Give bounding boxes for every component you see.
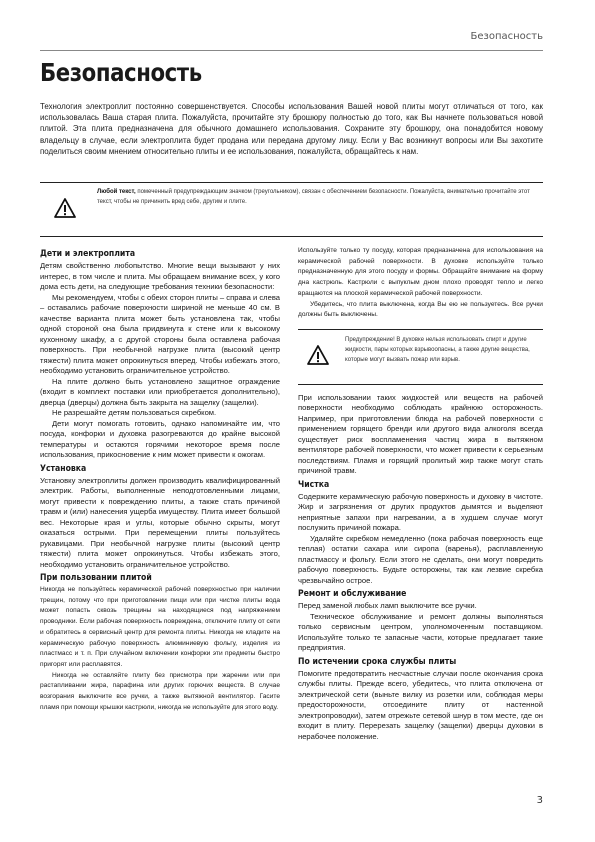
paragraph: Содержите керамическую рабочую поверхность и духовку в чистоте. Жир и загрязнения от других продуктов дымятся и выделяют неприятные запахи при нагревании, а в худшем случае могут послужить причиной пожара.	[298, 491, 543, 533]
section-heading-usage: При пользовании плитой	[40, 573, 152, 583]
warning-triangle-icon	[54, 198, 76, 218]
right-column	[298, 246, 543, 742]
paragraph: Детям свойственно любопытство. Многие вещи вызывают у них интерес, в том числе и плита. Мы обращаем внимание всех, у кого дома есть дети, на следующие требования техники безопасности:	[40, 261, 280, 291]
paragraph: На плите должно быть установлено защитное ограждение (входит в комплект поставки или приобретается дополнительно), дверца (дверцы) должна быть закрыта на защелку (защелки).	[40, 376, 280, 407]
paragraph: Никогда не оставляйте плиту без присмотра при жарении или при растапливании жира, парафина или других горючих веществ. В случае возгорания выключите все ручки, а также вытяжной вентилятор. Гасите пламя при помощи крышки кастрюли, никогда не используйте для этого воду.	[40, 671, 280, 711]
explosion-warning-text: Предупреждение! В духовке нельзя использовать спирт и другие жидкости, пары которых взрывоопасны, а также другие вещества, которые могут вызвать пожар или взрыв.	[345, 336, 530, 363]
intro-paragraph: Технология электроплит постоянно совершенствуется. Способы использования Вашей новой плиты могут отличаться от того, как использовалась Ваша старая плита. Пожалуйста, прочитайте эту брошюру полностью до того, как Вы начнете пользоваться новой плитой. Эта плита предназначена для обычного домашнего использования. Сохраните эту брошюру, она понадобится новому владельцу в случае, если электроплита будет продана или передана другому лицу. Если у Вас возникнут вопросы или Вы захотите поделиться своим мнением относительно плиты и ее использования, пожалуйста, обращайтесь к нам.	[40, 102, 543, 156]
section-heading-installation: Установка	[40, 463, 87, 474]
safety-warning-text: Любой текст, помеченный предупреждающим значком (треугольником), связан с обеспечением безопасности. Пожалуйста, внимательно прочитайте этот текст, чтобы не причинить вред себе, другим и плите.	[97, 189, 530, 205]
section-heading-repair: Ремонт и обслуживание	[298, 589, 407, 600]
paragraph: Дети могут помогать готовить, однако напоминайте им, что посуда, конфорки и духовка разогреваются до крайне высокой температуры и остаются горячими некоторое время после использования, прикосновение к ним может привести к ожогам.	[40, 418, 280, 459]
section-heading-end-of-life: По истечении срока службы плиты	[298, 656, 457, 667]
section-heading-cleaning: Чистка	[298, 479, 330, 490]
paragraph: Перед заменой любых ламп выключите все ручки.	[298, 601, 477, 611]
paragraph: Установку электроплиты должен производить квалифицированный электрик. Работы, выполненные неподготовленными лицами, могут привести к повреждению плиты, а также стать причиной травм и (или) нанесения ущерба имуществу. Плита имеет большой вес. Некоторые края и углы, которые обычно скрыты, могут оказаться острыми. При перемещении плиты пользуйтесь рукавицами. При необычной нагрузке плиты (высокий центр тяжести) плита может опрокинуться. Чтобы избежать этого, необходимо установить ограничительное устройство.	[40, 475, 280, 569]
paragraph: Никогда не пользуйтесь керамической рабочей поверхностью при наличии трещин, потому что при приготовлении пищи или при чистке плиты вода может попасть сквозь трещины на находящиеся под напряжением проводники. Если рабочая поверхность повреждена, отключите плиту от сети и обратитесь в сервисный центр для ремонта плиты. Никогда не кладите на керамическую рабочую поверхность алюминиевую фольгу, изделия из пластмасс и т. п. При случайном включении конфорки эти предметы быстро пригорят или расплавятся.	[40, 586, 280, 668]
paragraph: При использовании таких жидкостей или веществ на рабочей поверхности необходимо соблюдать крайнюю осторожность. Например, при приготовлении блюда на рабочей поверхности с применением горящего бренди или другого вида алкоголя всегда существует риск воспламенения частиц жира в вытяжном вентиляторе рабочей поверхности, что может привести к серьезным последствиям. Пламя и горящий пролитый жир также могут стать причиной травм.	[298, 392, 543, 476]
left-column	[40, 246, 280, 713]
running-header: Безопасность	[470, 31, 543, 42]
warning-triangle-icon	[307, 345, 329, 365]
paragraph: Удаляйте скребком немедленно (пока рабочая поверхность еще теплая) остатки сахара или сиропа (варенья), расплавленную пластмассу и фольгу. Если этого не сделать, они могут повредить рабочую поверхность. Будьте осторожны, так как лезвие скребка чрезвычайно острое.	[298, 533, 543, 585]
paragraph: Техническое обслуживание и ремонт должны выполняться только сервисным центром, уполномоченным поставщиком. Используйте только те запасные части, которые предлагает такие предприятия.	[298, 611, 543, 653]
paragraph: Используйте только ту посуду, которая предназначена для использования на керамической рабочей поверхности. В духовке используйте только предназначенную для этого посуду и формы. Обращайте внимание на форму дна кастрюль. Кастрюли с выпуклым дном плохо проводят тепло и легко вращаются на плоской керамической рабочей поверхности.	[298, 247, 543, 297]
explosion-warning-box	[298, 329, 543, 385]
paragraph: Убедитесь, что плита выключена, когда Вы ею не пользуетесь. Все ручки должны быть выключены.	[298, 300, 543, 319]
page-number: 3	[536, 795, 543, 806]
section-heading-children: Дети и электроплита	[40, 249, 136, 259]
paragraph: Мы рекомендуем, чтобы с обеих сторон плиты – справа и слева – оставались рабочие поверхности шириной не меньше 40 см. В качестве варианта плита может быть установлена так, чтобы одной стороной она была придвинута к стене или к высокому кухонному шкафу, а с другой стороны была оставлена рабочая поверхность. При необычной нагрузке плита (высокий центр тяжести) плита может опрокинуться вперед. Чтобы избежать этого, необходимо установить ограничительное устройство.	[40, 292, 280, 375]
paragraph: Не разрешайте детям пользоваться скребком.	[52, 408, 217, 417]
paragraph: Помогите предотвратить несчастные случаи после окончания срока службы плиты. Прежде всего, убедитесь, что плита отключена от электрической сети (выньте вилку из розетки или, соблюдая меры предосторожности, отсоедините плиту от настенной электропроводки), затем отрежьте сетевой шнур в том месте, где он входит в плиту. Перерезать защелку (защелки) дверцы духовки в нерабочее положение.	[298, 668, 543, 741]
page-title: Безопасность	[40, 58, 202, 87]
header-rule	[40, 50, 543, 51]
safety-warning-box	[40, 182, 543, 237]
